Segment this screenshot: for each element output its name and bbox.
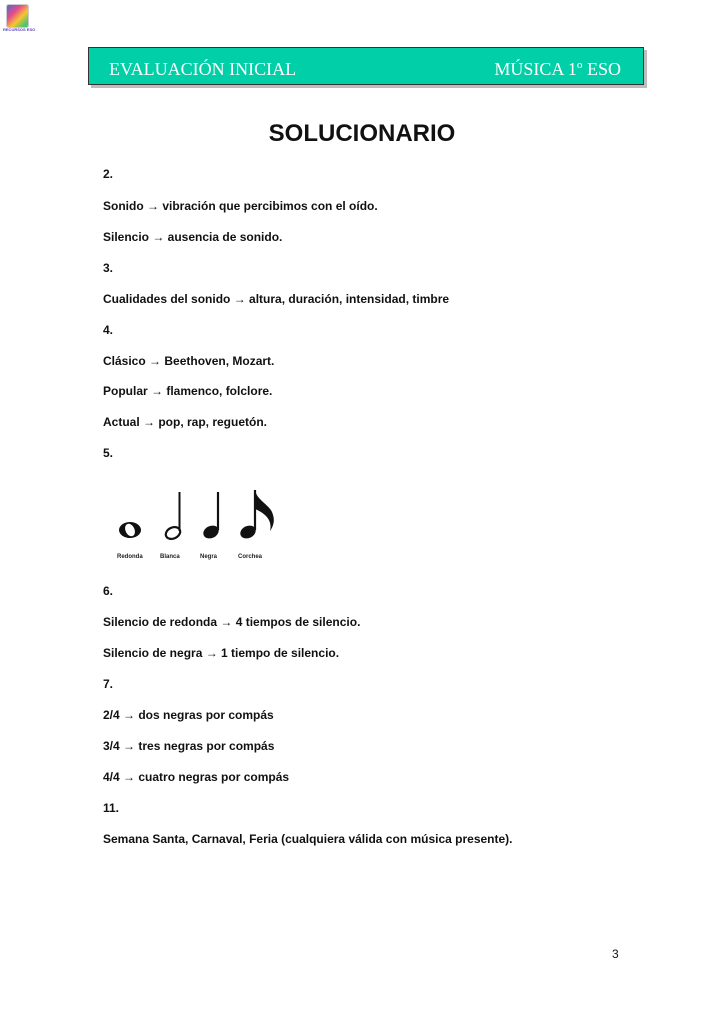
note-label: Corchea bbox=[238, 554, 263, 560]
question-number: 5. bbox=[103, 446, 114, 460]
answer-line: Silencio de negra → 1 tiempo de silencio. bbox=[103, 646, 340, 660]
question-number: 4. bbox=[103, 323, 114, 337]
answer-line: Cualidades del sonido → altura, duración, intensidad, timbre bbox=[103, 292, 450, 306]
eighth-note-icon bbox=[238, 490, 274, 541]
question-number: 2. bbox=[103, 167, 114, 181]
site-logo bbox=[6, 4, 29, 28]
header-banner bbox=[88, 47, 644, 85]
note-label: Blanca bbox=[160, 554, 180, 560]
answer-line: 2/4 → dos negras por compás bbox=[103, 708, 274, 722]
page-number: 3 bbox=[612, 947, 619, 961]
answer-line: Actual → pop, rap, reguetón. bbox=[103, 415, 268, 429]
question-number: 7. bbox=[103, 677, 114, 691]
answer-line: Silencio de redonda → 4 tiempos de silencio. bbox=[103, 615, 361, 629]
whole-note-icon bbox=[119, 522, 141, 538]
answer-line: Popular → flamenco, folclore. bbox=[103, 384, 273, 398]
question-number: 6. bbox=[103, 584, 114, 598]
question-number: 11. bbox=[103, 801, 120, 815]
answer-line: Silencio → ausencia de sonido. bbox=[103, 230, 283, 244]
logo-caption: RECURSOS ESO bbox=[3, 27, 36, 32]
page-title: SOLUCIONARIO bbox=[268, 120, 456, 147]
quarter-note-icon bbox=[201, 492, 221, 541]
question-number: 3. bbox=[103, 261, 114, 275]
answer-line: Sonido → vibración que percibimos con el oído. bbox=[103, 199, 378, 213]
half-note-icon bbox=[164, 492, 182, 541]
note-label: Negra bbox=[200, 554, 218, 560]
answer-line: 4/4 → cuatro negras por compás bbox=[103, 770, 290, 784]
note-label: Redonda bbox=[117, 554, 143, 560]
answer-line: Clásico → Beethoven, Mozart. bbox=[103, 354, 275, 368]
answer-line: Semana Santa, Carnaval, Feria (cualquiera válida con música presente). bbox=[103, 832, 513, 846]
answer-line: 3/4 → tres negras por compás bbox=[103, 739, 275, 753]
header-left-title: EVALUACIÓN INICIAL bbox=[109, 59, 297, 79]
header-right-title: MÚSICA 1º ESO bbox=[494, 59, 621, 79]
note-figures bbox=[105, 487, 295, 567]
